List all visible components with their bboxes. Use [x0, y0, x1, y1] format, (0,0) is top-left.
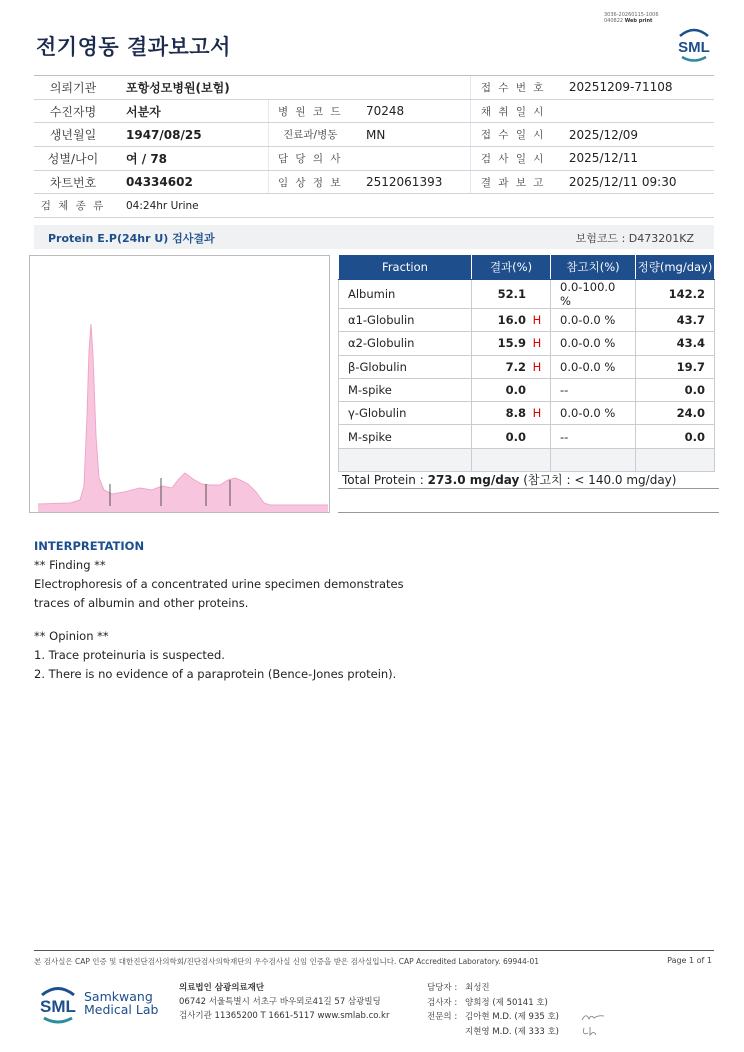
result-cell: 8.8 H — [472, 402, 551, 425]
table-row — [339, 355, 715, 378]
receipt-date-value: 2025/12/09 — [555, 123, 714, 147]
sml-logo — [674, 22, 714, 64]
finding-text: Electrophoresis of a concentrated urine specimen demonstrates — [34, 577, 404, 591]
fraction-cell: M-spike — [339, 378, 472, 401]
collect-date-value — [555, 99, 714, 123]
result-cell: 7.2 H — [472, 355, 551, 378]
insurance-code: 보험코드 : D473201KZ — [575, 232, 694, 245]
quantity-cell: 24.0 — [636, 402, 715, 425]
quantity-cell: 19.7 — [636, 355, 715, 378]
specimen-label: 검 체 종 류 — [34, 194, 112, 218]
test-date-label: 검 사 일 시 — [471, 147, 555, 171]
result-cell: 16.0 H — [472, 309, 551, 332]
table-row — [339, 309, 715, 332]
high-flag: H — [532, 313, 542, 328]
chart-no-value: 04334602 — [112, 170, 268, 194]
col-header-reference: 참고치(%) — [551, 255, 636, 280]
reference-cell: -- — [551, 378, 636, 401]
footer-divider — [34, 950, 714, 951]
section-header — [34, 225, 714, 249]
patient-name-value: 서분자 — [112, 99, 268, 123]
reference-cell: -- — [551, 425, 636, 448]
chart-no-label: 차트번호 — [34, 170, 112, 194]
table-row — [339, 425, 715, 448]
opinion-item: 2. There is no evidence of a paraprotein (Bence-Jones protein). — [34, 667, 397, 681]
table-row — [339, 280, 715, 309]
footer-brand: Samkwang Medical Lab — [84, 989, 159, 1017]
hospital-code-value: 70248 — [352, 99, 471, 123]
densitogram-chart — [29, 255, 330, 513]
quantity-cell: 0.0 — [636, 378, 715, 401]
result-cell: 52.1 — [472, 280, 551, 309]
footer-organization: 의료법인 삼광의료재단 06742 서울특별시 서초구 바우뫼로41길 57 삼광빌딩 검사기관 11365200 T 1661-5117 www.smlab.co.kr — [179, 983, 390, 1021]
reference-cell: 0.0-0.0 % — [551, 309, 636, 332]
total-protein — [338, 467, 719, 489]
table-row — [339, 378, 715, 401]
page-title: 전기영동 결과보고서 — [36, 35, 231, 59]
accreditation-note: 본 검사실은 CAP 인증 및 대한진단검사의학회/진단검사의학재단의 우수검사실 신임 인증을 받은 검사실입니다. CAP Accredited Laboratory. 69944-01 — [34, 957, 540, 966]
clinical-info-value: 2512061393 — [352, 170, 471, 194]
quantity-cell: 142.2 — [636, 280, 715, 309]
fraction-cell: α2-Globulin — [339, 332, 472, 355]
staff-entry: 담당자 : 최성진 — [427, 983, 490, 993]
receipt-no-value: 20251209-71108 — [555, 76, 714, 100]
high-flag: H — [532, 359, 542, 374]
sml-footer-logo — [36, 980, 80, 1026]
patient-info-table — [34, 75, 714, 218]
signature-image — [580, 1010, 606, 1024]
birth-value: 1947/08/25 — [112, 123, 268, 147]
opinion-item: 1. Trace proteinuria is suspected. — [34, 648, 225, 662]
requester-value: 포항성모병원(보험) — [112, 76, 471, 100]
specimen-value: 04:24hr Urine — [112, 194, 714, 218]
densitogram-curve — [38, 324, 328, 512]
result-cell: 0.0 — [472, 425, 551, 448]
svg-text:SML: SML — [678, 39, 710, 56]
densitogram-svg — [30, 256, 329, 512]
page-number: Page 1 of 1 — [667, 956, 712, 965]
doctor-value — [352, 147, 471, 171]
section-title: Protein E.P(24hr U) 검사결과 — [48, 232, 215, 245]
staff-entry: 지현영 M.D. (제 333 호) — [465, 1026, 560, 1037]
report-reference-code: 3036-20260115-1006 040822 Web print — [604, 12, 659, 24]
col-header-fraction: Fraction — [339, 255, 472, 280]
fraction-cell: M-spike — [339, 425, 472, 448]
receipt-date-label: 접 수 일 시 — [471, 123, 555, 147]
patient-name-label: 수진자명 — [34, 99, 112, 123]
dept-label: 진료과/병동 — [268, 123, 352, 147]
hospital-code-label: 병 원 코 드 — [268, 99, 352, 123]
dept-value: MN — [352, 123, 471, 147]
total-protein-label: Total Protein : — [342, 473, 424, 487]
interpretation-heading: INTERPRETATION — [34, 539, 145, 553]
sex-age-value: 여 / 78 — [112, 147, 268, 171]
birth-label: 생년월일 — [34, 123, 112, 147]
doctor-label: 담 당 의 사 — [268, 147, 352, 171]
report-date-label: 결 과 보 고 — [471, 170, 555, 194]
staff-entry: 검사자 : 양희정 (제 50141 호) — [427, 997, 548, 1008]
total-protein-reference: (참고치 : < 140.0 mg/day) — [523, 473, 677, 487]
requester-label: 의뢰기관 — [34, 76, 112, 100]
interpretation-section — [34, 537, 404, 684]
signature-image — [580, 1024, 606, 1038]
fraction-cell: α1-Globulin — [339, 309, 472, 332]
clinical-info-label: 임 상 정 보 — [268, 170, 352, 194]
high-flag: H — [532, 336, 542, 351]
col-header-quantity: 정량(mg/day) — [636, 255, 715, 280]
collect-date-label: 채 취 일 시 — [471, 99, 555, 123]
total-protein-value: 273.0 mg/day — [427, 473, 520, 487]
divider — [338, 512, 719, 513]
quantity-cell: 0.0 — [636, 425, 715, 448]
table-row — [339, 332, 715, 355]
high-flag: H — [532, 406, 542, 421]
reference-cell: 0.0-0.0 % — [551, 355, 636, 378]
quantity-cell: 43.7 — [636, 309, 715, 332]
svg-text:SML: SML — [40, 997, 76, 1016]
fraction-cell: γ-Globulin — [339, 402, 472, 425]
footer-staff-list — [427, 981, 559, 1039]
report-date-value: 2025/12/11 09:30 — [555, 170, 714, 194]
quantity-cell: 43.4 — [636, 332, 715, 355]
col-header-result: 결과(%) — [472, 255, 551, 280]
test-date-value: 2025/12/11 — [555, 147, 714, 171]
sex-age-label: 성별/나이 — [34, 147, 112, 171]
finding-text: traces of albumin and other proteins. — [34, 596, 249, 610]
staff-entry: 전문의 : 김아현 M.D. (제 935 호) — [427, 1012, 560, 1022]
results-table — [338, 254, 715, 472]
reference-cell: 0.0-0.0 % — [551, 402, 636, 425]
reference-cell: 0.0-100.0 % — [551, 280, 636, 309]
receipt-no-label: 접 수 번 호 — [471, 76, 555, 100]
opinion-label: ** Opinion ** — [34, 629, 109, 643]
result-cell: 15.9 H — [472, 332, 551, 355]
result-cell: 0.0 — [472, 378, 551, 401]
finding-label: ** Finding ** — [34, 558, 106, 572]
fraction-cell: β-Globulin — [339, 355, 472, 378]
reference-cell: 0.0-0.0 % — [551, 332, 636, 355]
fraction-cell: Albumin — [339, 280, 472, 309]
table-row — [339, 402, 715, 425]
